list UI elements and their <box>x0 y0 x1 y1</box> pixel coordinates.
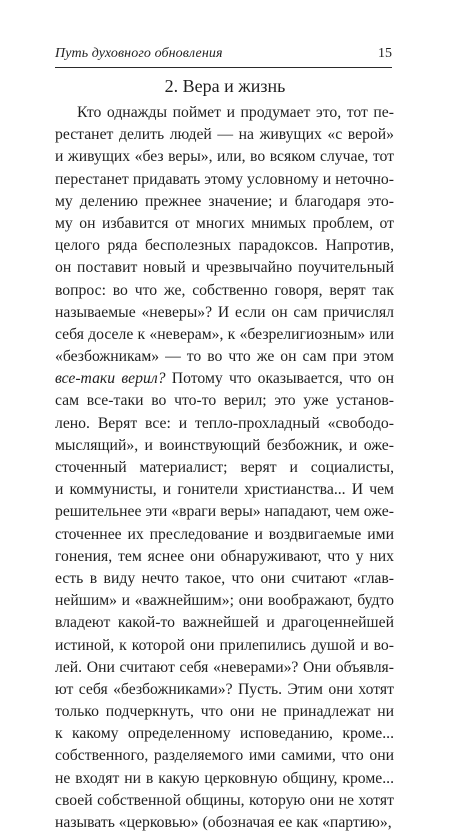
text-line: «безбожникам» — то во что же он сам при этом <box>55 348 394 366</box>
text-line: называемые «неверы»? И если он сам причислял <box>55 303 394 321</box>
text-line: решительнее эти «враги веры» нападают, чем оже- <box>55 503 394 521</box>
italic-phrase: все-таки верил? <box>55 370 166 388</box>
running-title: Путь духовного обновления <box>55 46 223 61</box>
text-fragment: Потому что оказывается, что он <box>165 370 394 388</box>
text-line: и живущих «без веры», или, во всяком случае, тот <box>55 148 394 166</box>
text-line-mixed <box>55 368 394 390</box>
text-line: сам все-таки во что-то верил; это уже установ- <box>55 392 394 410</box>
text-line: лей. Они считают себя «неверами»? Они объявля- <box>55 658 394 676</box>
text-line: гонения, тем яснее они обнаруживают, что у них <box>55 547 394 565</box>
text-line: собственного, разделяемого ими самими, что они <box>55 747 394 765</box>
text-line: называть «церковью» (обозначая ее как «партию», <box>55 814 392 831</box>
text-line: истиной, к которой они прилепились душой и во- <box>55 636 394 654</box>
chapter-title: 2. Вера и жизнь <box>164 76 286 96</box>
text-line: рестанет делить людей — на живущих «с верой» <box>55 126 394 144</box>
text-line: целого ряда бесполезных парадоксов. Напротив, <box>55 237 394 255</box>
text-line: мыслящий», и воинствующий безбожник, и оже- <box>55 436 394 454</box>
text-line: сточеннее их преследование и воздвигаемые ими <box>55 525 394 543</box>
text-line: и коммунисты, и гонители христианства... И чем <box>55 481 394 499</box>
header-rule <box>55 67 392 68</box>
text-line: себя доселе к «неверам», к «безрелигиозным» или <box>55 325 394 343</box>
page-number: 15 <box>378 46 392 61</box>
text-line: не входят ни в какую церковную общину, кроме... <box>55 769 394 787</box>
text-line: к какому определенному исповеданию, кроме... <box>55 725 394 743</box>
text-line: есть в виду нечто такое, что они считают «глав- <box>55 569 394 587</box>
text-line: му делению прежнее значение; и благодаря это- <box>55 192 394 210</box>
body-text <box>55 102 394 834</box>
text-line: перестанет придавать этому условному и неточно- <box>55 170 394 188</box>
text-line: он поставит новый и чрезвычайно поучительный <box>55 259 394 277</box>
text-line: только подчеркнуть, что они не принадлежат ни <box>55 703 394 721</box>
text-line: владеют какой-то важнейшей и драгоценнейшей <box>55 614 394 632</box>
text-line: лено. Верят все: и тепло-прохладный «свободо- <box>55 414 394 432</box>
text-line: нейшим» и «важнейшим»; они воображают, будто <box>55 592 394 610</box>
text-line: Кто однажды поймет и продумает это, тот пе- <box>77 104 394 121</box>
text-line: сточенный материалист; верят и социалисты, <box>55 459 394 476</box>
text-line: своей собственной общины, которую они не хотят <box>55 791 394 809</box>
text-line: ют себя «безбожниками»? Пусть. Этим они хотят <box>55 680 394 698</box>
text-line: вопрос: во что же, собственно говоря, верят так <box>55 281 394 299</box>
text-line: му он избавится от многих мнимых проблем, от <box>55 214 394 232</box>
